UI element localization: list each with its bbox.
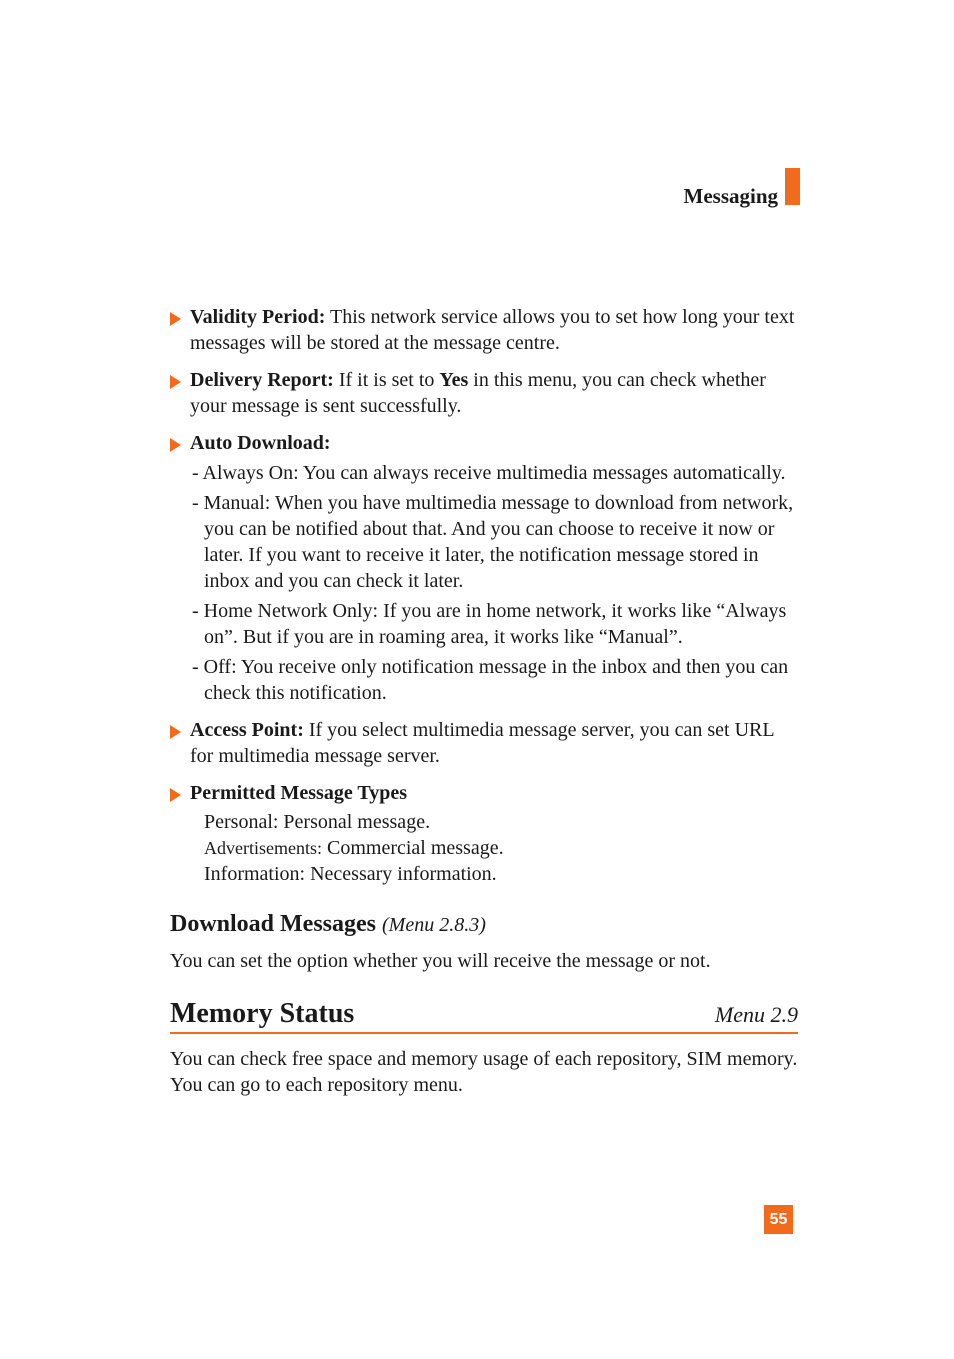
list-item-access-point: [170, 717, 800, 769]
sub-item: - Home Network Only: If you are in home network, it works like “Always on”. But if you are in roaming area, it works like “Manual”.: [192, 600, 787, 648]
bullet-arrow-icon: [170, 725, 181, 739]
item-term: Validity Period:: [190, 306, 326, 328]
item-term: Auto Download:: [190, 432, 331, 454]
list-item-permitted-types: [170, 780, 800, 806]
item-text-post: in this menu, you can check whether your message is sent successfully.: [190, 369, 766, 417]
sub-item: - Off: You receive only notification message in the inbox and then you can check this notification.: [192, 656, 789, 704]
section-title: Memory Status: [170, 998, 355, 1029]
bullet-arrow-icon: [170, 375, 181, 389]
heading-menu-ref: (Menu 2.8.3): [382, 914, 486, 936]
item-emphasis: Yes: [439, 369, 469, 391]
bullet-arrow-icon: [170, 312, 181, 326]
item-term: Delivery Report:: [190, 369, 334, 391]
heading-title: Download Messages: [170, 911, 377, 937]
bullet-arrow-icon: [170, 788, 181, 802]
type-line: Personal: Personal message.: [204, 811, 431, 833]
item-term: Access Point:: [190, 719, 304, 741]
bullet-arrow-icon: [170, 438, 181, 452]
list-item-delivery-report: [170, 367, 800, 419]
item-text-pre: If it is set to: [333, 369, 440, 391]
header-accent-tab: [785, 168, 800, 205]
page-number-badge: 55: [764, 1205, 793, 1234]
download-messages-heading: [170, 911, 800, 938]
type-line: [170, 835, 800, 861]
memory-status-header: [170, 998, 798, 1034]
sub-item: - Manual: When you have multimedia message to download from network, you can be notified about that. And you can choose to receive it now or later. If you want to receive it later, the notification message stored in inbox and you can check it later.: [192, 492, 794, 592]
type-desc: Commercial message.: [321, 837, 504, 859]
memory-status-body: You can check free space and memory usage of each repository, SIM memory. You can go to each repository menu.: [170, 1048, 798, 1096]
type-label: Advertisements:: [204, 838, 322, 858]
section-menu-ref: Menu 2.9: [714, 1002, 798, 1027]
list-item-auto-download: [170, 430, 800, 456]
item-text: If you select multimedia message server, you can set URL for multimedia message server.: [190, 719, 774, 767]
page-content: [170, 304, 800, 1098]
list-item-validity-period: [170, 304, 800, 356]
item-text: This network service allows you to set how long your text messages will be stored at the message centre.: [190, 306, 795, 354]
page-header: [600, 168, 800, 208]
download-messages-body: You can set the option whether you will receive the message or not.: [170, 950, 711, 972]
type-line: Information: Necessary information.: [204, 863, 497, 885]
sub-item: - Always On: You can always receive multimedia messages automatically.: [192, 462, 786, 484]
item-term: Permitted Message Types: [190, 782, 407, 804]
header-label: Messaging: [683, 184, 778, 208]
